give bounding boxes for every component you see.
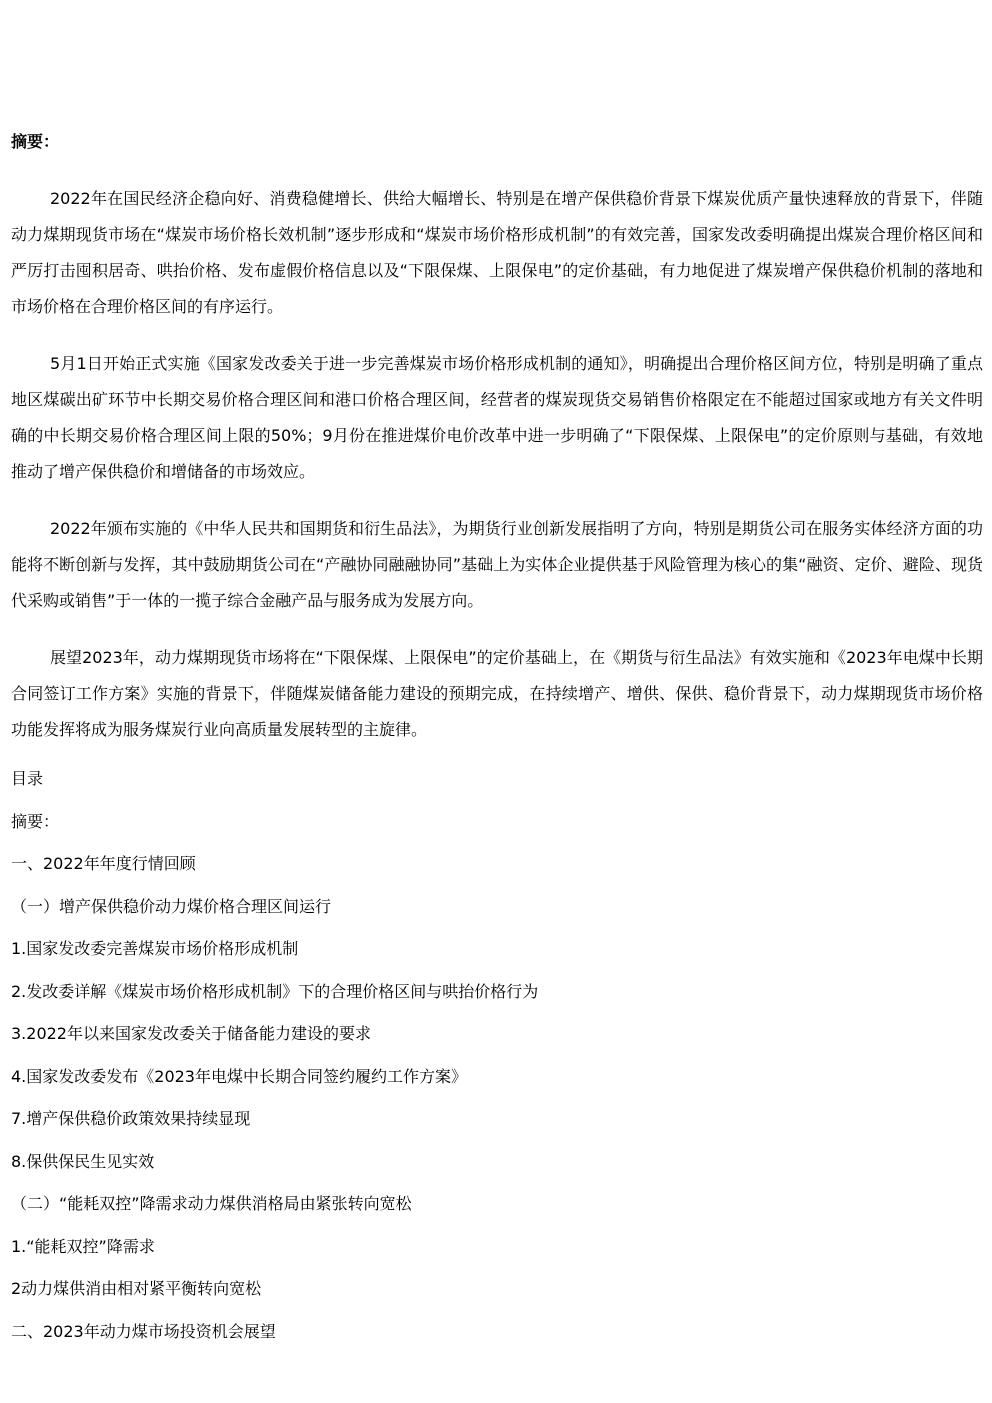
toc-item: 3.2022年以来国家发改委关于储备能力建设的要求 (11, 1024, 371, 1043)
toc-item-section-1: 一、2022年年度行情回顾 (11, 854, 196, 873)
abstract-paragraph: 2022年颁布实施的《中华人民共和国期货和衍生品法》，为期货行业创新发展指明了方向，特别是期货公司在服务实体经济方面的功能将不断创新与发挥，其中鼓励期货公司在“产融协同融融协同”基础上为实体企业提供基于风险管理为核心的集“融资、定价、避险、现货代采购或销售”于一体的一揽子综合金融产品与服务成为发展方向。 (11, 519, 983, 610)
toc-item: 1.“能耗双控”降需求 (11, 1237, 155, 1256)
toc-item: 8.保供保民生见实效 (11, 1152, 155, 1171)
toc-title: 目录 (11, 769, 44, 788)
abstract-heading: 摘要： (11, 132, 60, 151)
toc-item-subsection-2: （二）“能耗双控”降需求动力煤供消格局由紧张转向宽松 (11, 1194, 412, 1213)
toc-item-subsection-1: （一）增产保供稳价动力煤价格合理区间运行 (11, 897, 332, 916)
toc-item-section-2: 二、2023年动力煤市场投资机会展望 (11, 1322, 276, 1341)
toc-item: 1.国家发改委完善煤炭市场价格形成机制 (11, 939, 299, 958)
toc-item: 7.增产保供稳价政策效果持续显现 (11, 1109, 251, 1128)
toc-item-abstract: 摘要： (11, 812, 60, 831)
toc-item: 2动力煤供消由相对紧平衡转向宽松 (11, 1279, 262, 1298)
toc-item: 2.发改委详解《煤炭市场价格形成机制》下的合理价格区间与哄抬价格行为 (11, 982, 539, 1001)
abstract-paragraph: 5月1日开始正式实施《国家发改委关于进一步完善煤炭市场价格形成机制的通知》，明确提出合理价格区间方位，特别是明确了重点地区煤碳出矿环节中长期交易价格合理区间和港口价格合理区间，经营者的煤炭现货交易销售价格限定在不能超过国家或地方有关文件明确的中长期交易价格合理区间上限的50%；9月份在推进煤价电价改革中进一步明确了“下限保煤、上限保电”的定价原则与基础，有效地推动了增产保供稳价和增储备的市场效应。 (11, 354, 983, 481)
toc-item: 4.国家发改委发布《2023年电煤中长期合同签约履约工作方案》 (11, 1067, 467, 1086)
abstract-paragraph: 展望2023年，动力煤期现货市场将在“下限保煤、上限保电”的定价基础上，在《期货与衍生品法》有效实施和《2023年电煤中长期合同签订工作方案》实施的背景下，伴随煤炭储备能力建设的预期完成，在持续增产、增供、保供、稳价背景下，动力煤期现货市场价格功能发挥将成为服务煤炭行业向高质量发展转型的主旋律。 (11, 648, 983, 739)
abstract-paragraph: 2022年在国民经济企稳向好、消费稳健增长、供给大幅增长、特别是在增产保供稳价背景下煤炭优质产量快速释放的背景下，伴随动力煤期现货市场在“煤炭市场价格长效机制”逐步形成和“煤炭市场价格形成机制”的有效完善，国家发改委明确提出煤炭合理价格区间和严厉打击囤积居奇、哄抬价格、发布虚假价格信息以及“下限保煤、上限保电”的定价基础，有力地促进了煤炭增产保供稳价机制的落地和市场价格在合理价格区间的有序运行。 (11, 189, 983, 316)
